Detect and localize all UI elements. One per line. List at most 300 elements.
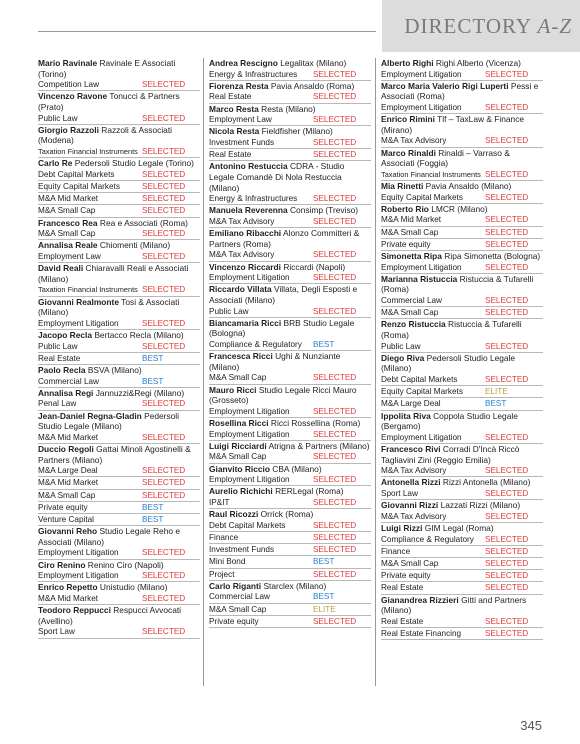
ranking-badge: SELECTED (485, 239, 529, 249)
lawyer-heading (38, 125, 200, 146)
ranking-badge: SELECTED (485, 534, 529, 544)
lawyer-entry (38, 158, 200, 217)
practice-area: Employment Litigation (38, 571, 119, 581)
ranking-badge: SELECTED (485, 466, 529, 476)
lawyer-entry (381, 353, 543, 411)
practice-row (209, 216, 371, 228)
lawyer-entry (209, 351, 371, 384)
lawyer-entry (381, 81, 543, 114)
lawyer-name: Renzo Ristuccia (381, 319, 446, 330)
lawyer-name: Antonella Rizzi (381, 477, 441, 488)
ranking-badge: SELECTED (313, 406, 357, 416)
ranking-badge: SELECTED (485, 583, 529, 593)
firm-name: Pedersoli Studio Legale (Milano) (381, 352, 516, 374)
practice-area: Compliance & Regulatory (381, 534, 474, 544)
ranking-badge: SELECTED (142, 399, 186, 409)
lawyer-entry (209, 262, 371, 285)
practice-row (381, 169, 543, 181)
directory-column-2 (209, 58, 371, 628)
firm-name: Pavia Ansaldo (Milano) (425, 180, 512, 191)
lawyer-heading (38, 526, 200, 547)
lawyer-name: Enrico Repetto (38, 582, 98, 593)
lawyer-name: Jean-Daniel Regna-Gladin (38, 410, 142, 421)
firm-name: Chiomenti (Milano) (99, 240, 171, 251)
lawyer-name: Gianandrea Rizzieri (381, 594, 459, 605)
lawyer-heading (38, 91, 200, 112)
firm-name: Fieldfisher (Milano) (261, 126, 333, 137)
practice-area: M&A Tax Advisory (381, 511, 447, 521)
lawyer-heading (381, 595, 543, 616)
practice-row (38, 490, 200, 502)
practice-area: Competition Law (38, 80, 99, 90)
lawyer-entry (38, 365, 200, 388)
practice-row (38, 353, 200, 365)
lawyer-heading (38, 365, 200, 376)
firm-name: Jannuzzi&Regi (Milano) (95, 387, 185, 398)
lawyer-name: Simonetta Ripa (381, 250, 442, 261)
lawyer-entry (381, 274, 543, 320)
ranking-badge: SELECTED (313, 532, 357, 542)
lawyer-heading (209, 262, 371, 273)
practice-row (38, 514, 200, 526)
ranking-badge: SELECTED (485, 488, 529, 498)
lawyer-heading (381, 500, 543, 511)
ranking-badge: SELECTED (142, 341, 186, 351)
firm-name: Legalitax (Milano) (280, 58, 347, 68)
practice-row (381, 69, 543, 81)
lawyer-name: Alberto Righi (381, 58, 434, 68)
practice-row (38, 228, 200, 240)
practice-area: Real Estate (381, 616, 424, 626)
practice-area: Public Law (209, 306, 249, 316)
ranking-badge: SELECTED (485, 432, 529, 442)
practice-area: Private equity (38, 502, 88, 512)
firm-name: Bertacco Recla (Milano) (94, 329, 184, 340)
lawyer-entry (38, 330, 200, 365)
practice-area: Equity Capital Markets (381, 387, 463, 397)
lawyer-heading (209, 351, 371, 372)
practice-area: M&A Mid Market (381, 215, 442, 225)
firm-name: RERLegal (Roma) (275, 486, 344, 497)
practice-area: Real Estate (209, 150, 252, 160)
firm-name: Gitti and Partners (Milano) (381, 594, 527, 616)
firm-name: Tlf – TaxLaw & Finance (Mirano) (381, 114, 525, 135)
lawyer-heading (209, 161, 371, 193)
firm-name: Ristuccia & Tufarelli (Roma) (381, 273, 534, 295)
lawyer-name: Gianvito Riccio (209, 463, 270, 474)
ranking-badge: SELECTED (142, 229, 186, 239)
lawyer-entry (209, 284, 371, 317)
ranking-badge: SELECTED (313, 545, 357, 555)
lawyer-heading (209, 318, 371, 339)
lawyer-heading (209, 126, 371, 137)
lawyer-entry (209, 418, 371, 441)
lawyer-entry (209, 126, 371, 161)
practice-area: Finance (209, 532, 239, 542)
ranking-badge: SELECTED (142, 571, 186, 581)
lawyer-heading (209, 418, 371, 429)
practice-row (38, 251, 200, 263)
lawyer-entry (381, 523, 543, 595)
ranking-badge: SELECTED (485, 341, 529, 351)
lawyer-name: Ciro Renino (38, 559, 86, 570)
ranking-badge: SELECTED (313, 216, 357, 226)
lawyer-entry (38, 58, 200, 91)
practice-row (209, 556, 371, 568)
lawyer-entry (381, 204, 543, 251)
practice-row (381, 214, 543, 226)
ranking-badge: SELECTED (313, 429, 357, 439)
practice-area: Debt Capital Markets (381, 374, 458, 384)
lawyer-name: Vincenzo Riccardi (209, 261, 281, 272)
ranking-badge: SELECTED (142, 113, 186, 123)
practice-area: Real Estate (38, 353, 81, 363)
practice-area: Employment Litigation (209, 475, 290, 485)
lawyer-heading (381, 274, 543, 295)
practice-area: Finance (381, 546, 411, 556)
lawyer-name: Biancamaria Ricci (209, 317, 282, 328)
lawyer-name: Jacopo Recla (38, 329, 92, 340)
ranking-badge: SELECTED (142, 593, 186, 603)
ranking-badge: SELECTED (142, 318, 186, 328)
lawyer-entry (381, 477, 543, 500)
lawyer-heading (381, 353, 543, 374)
title-main: DIRECTORY (404, 14, 532, 38)
lawyer-entry (38, 444, 200, 526)
practice-area: Venture Capital (38, 514, 94, 524)
ranking-badge: SELECTED (313, 373, 357, 383)
lawyer-entry (209, 161, 371, 205)
ranking-badge: SELECTED (313, 497, 357, 507)
lawyer-name: Antonino Restuccia (209, 161, 288, 172)
practice-area: Taxation Financial Instruments (381, 169, 481, 179)
practice-row (209, 272, 371, 284)
lawyer-entry (209, 205, 371, 228)
ranking-badge: SELECTED (485, 69, 529, 79)
lawyer-heading (38, 297, 200, 318)
lawyer-name: Enrico Rimini (381, 114, 435, 125)
practice-row (209, 497, 371, 509)
lawyer-name: Aurelio Richichi (209, 486, 273, 497)
lawyer-name: Francesca Ricci (209, 351, 273, 362)
lawyer-entry (38, 388, 200, 411)
ranking-badge: SELECTED (313, 137, 357, 147)
practice-area: Taxation Financial Instruments (38, 285, 138, 295)
lawyer-entry (381, 251, 543, 274)
ranking-badge: ELITE (313, 604, 336, 614)
practice-row (38, 205, 200, 217)
practice-area: Equity Capital Markets (38, 181, 120, 191)
ranking-badge: SELECTED (485, 374, 529, 384)
ranking-badge: BEST (142, 353, 164, 363)
lawyer-name: Giorgio Razzoli (38, 124, 99, 135)
practice-row (209, 604, 371, 616)
practice-area: Employment Litigation (381, 262, 462, 272)
lawyer-entry (38, 218, 200, 241)
practice-row (209, 91, 371, 103)
practice-row (38, 79, 200, 91)
practice-row (381, 102, 543, 114)
practice-row (38, 284, 200, 296)
lawyer-heading (381, 477, 543, 488)
practice-row (209, 591, 371, 603)
practice-area: Real Estate Financing (381, 628, 462, 638)
column-divider (203, 58, 204, 686)
practice-area: M&A Mid Market (38, 194, 99, 204)
practice-area: Private equity (209, 616, 259, 626)
lawyer-entry (381, 181, 543, 204)
lawyer-name: Annalisa Regi (38, 387, 94, 398)
practice-row (381, 192, 543, 204)
lawyer-entry (381, 444, 543, 477)
lawyer-heading (209, 441, 371, 452)
practice-row (209, 339, 371, 351)
practice-row (381, 488, 543, 500)
practice-area: Public Law (38, 341, 78, 351)
lawyer-entry (209, 104, 371, 127)
practice-row (38, 193, 200, 205)
firm-name: Consimp (Treviso) (290, 205, 359, 216)
practice-area: M&A Tax Advisory (381, 136, 447, 146)
lawyer-heading (381, 148, 543, 169)
ranking-badge: BEST (485, 399, 507, 409)
ranking-badge: SELECTED (313, 616, 357, 626)
firm-name: Starclex (Milano) (263, 580, 327, 591)
practice-area: M&A Small Cap (38, 229, 96, 239)
practice-area: Employment Litigation (38, 318, 119, 328)
lawyer-name: Francesco Rivi (381, 443, 441, 454)
practice-area: Compliance & Regulatory (209, 339, 302, 349)
lawyer-name: Raul Ricozzi (209, 509, 259, 520)
lawyer-name: Vincenzo Ravone (38, 91, 108, 102)
lawyer-name: Paolo Recla (38, 364, 86, 375)
practice-area: Employment Law (38, 251, 101, 261)
practice-area: M&A Tax Advisory (381, 466, 447, 476)
lawyer-heading (209, 464, 371, 475)
practice-row (209, 406, 371, 418)
lawyer-name: Emiliano Ribacchi (209, 228, 282, 239)
practice-row (381, 511, 543, 523)
practice-row (209, 474, 371, 486)
firm-name: Resta (Milano) (261, 103, 316, 114)
practice-row (381, 341, 543, 353)
practice-area: Energy & Infrastructures (209, 194, 298, 204)
ranking-badge: SELECTED (313, 452, 357, 462)
lawyer-heading (381, 181, 543, 192)
practice-area: Sport Law (381, 488, 418, 498)
practice-row (209, 616, 371, 628)
ranking-badge: SELECTED (142, 146, 186, 156)
practice-area: Equity Capital Markets (381, 192, 463, 202)
practice-area: M&A Mid Market (38, 593, 99, 603)
lawyer-heading (381, 251, 543, 262)
lawyer-heading (38, 605, 200, 626)
lawyer-entry (381, 500, 543, 523)
lawyer-heading (381, 444, 543, 465)
firm-name: Pavia Ansaldo (Roma) (270, 80, 355, 91)
ranking-badge: SELECTED (313, 306, 357, 316)
lawyer-heading (209, 58, 371, 69)
practice-area: Employment Litigation (381, 432, 462, 442)
practice-area: M&A Small Cap (209, 452, 267, 462)
ranking-badge: SELECTED (142, 285, 186, 295)
lawyer-entry (209, 581, 371, 628)
lawyer-heading (209, 486, 371, 497)
practice-area: Public Law (38, 113, 78, 123)
firm-name: Lazzati Rizzi (Milano) (440, 500, 521, 511)
ranking-badge: SELECTED (142, 80, 186, 90)
firm-name: Tonucci & Partners (Prato) (38, 91, 180, 112)
practice-area: Employment Litigation (381, 102, 462, 112)
practice-row (209, 137, 371, 149)
lawyer-name: Carlo Riganti (209, 580, 262, 591)
firm-name: Ravinale E Associati (Torino) (38, 58, 176, 79)
practice-area: Mini Bond (209, 557, 246, 567)
firm-name: Razzoli & Associati (Modena) (38, 124, 173, 146)
lawyer-entry (209, 385, 371, 418)
firm-name: Tosi & Associati (Milano) (38, 296, 180, 318)
ranking-badge: SELECTED (142, 490, 186, 500)
lawyer-heading (209, 228, 371, 249)
ranking-badge: SELECTED (485, 215, 529, 225)
practice-row (38, 465, 200, 477)
firm-name: Renino Ciro (Napoli) (87, 559, 164, 570)
practice-area: M&A Large Deal (381, 399, 441, 409)
lawyer-name: Fiorenza Resta (209, 80, 269, 91)
firm-name: Riccardi (Napoli) (283, 261, 346, 272)
lawyer-heading (381, 523, 543, 534)
practice-row (38, 626, 200, 638)
firm-name: Alonzo Committeri & Partners (Roma) (209, 228, 360, 249)
practice-row (381, 262, 543, 274)
ranking-badge: SELECTED (313, 520, 357, 530)
lawyer-name: Mauro Ricci (209, 384, 257, 395)
ranking-badge: SELECTED (485, 571, 529, 581)
lawyer-name: Giovanni Reho (38, 526, 98, 537)
ranking-badge: SELECTED (485, 192, 529, 202)
title-suffix: A-Z (537, 14, 572, 38)
ranking-badge: SELECTED (313, 92, 357, 102)
firm-name: Chiaravalli Reali e Associati (Milano) (38, 263, 189, 284)
firm-name: Studio Legale Reho e Associati (Milano) (38, 526, 180, 547)
practice-row (209, 532, 371, 544)
practice-row (38, 593, 200, 605)
lawyer-entry (209, 441, 371, 464)
lawyer-name: Giovanni Realmonte (38, 296, 119, 307)
firm-name: Ripa Simonetta (Bologna) (444, 250, 541, 261)
lawyer-heading (38, 388, 200, 399)
practice-row (38, 318, 200, 330)
practice-area: Investment Funds (209, 137, 275, 147)
practice-row (381, 295, 543, 307)
practice-row (38, 181, 200, 193)
lawyer-name: David Reali (38, 263, 84, 274)
lawyer-name: Ippolita Riva (381, 410, 431, 421)
lawyer-entry (209, 58, 371, 81)
lawyer-entry (38, 91, 200, 124)
lawyer-name: Roberto Rio (381, 203, 429, 214)
lawyer-name: Mia Rinetti (381, 180, 424, 191)
practice-area: Debt Capital Markets (38, 169, 115, 179)
lawyer-heading (209, 581, 371, 592)
practice-area: Real Estate (381, 583, 424, 593)
practice-row (381, 465, 543, 477)
ranking-badge: SELECTED (313, 569, 357, 579)
lawyer-heading (381, 319, 543, 340)
ranking-badge: SELECTED (485, 227, 529, 237)
practice-row (381, 534, 543, 546)
practice-area: Employment Litigation (38, 548, 119, 558)
page-title (390, 14, 572, 39)
firm-name: LMCR (Milano) (431, 203, 488, 214)
lawyer-heading (209, 385, 371, 406)
practice-area: M&A Small Cap (381, 308, 439, 318)
lawyer-name: Luigi Ricciardi (209, 440, 267, 451)
lawyer-entry (38, 125, 200, 158)
lawyer-heading (38, 218, 200, 229)
firm-name: Ughi & Nunziante (Milano) (209, 351, 341, 372)
lawyer-entry (38, 263, 200, 296)
lawyer-entry (381, 595, 543, 641)
lawyer-entry (381, 319, 543, 352)
practice-area: M&A Tax Advisory (209, 250, 275, 260)
lawyer-heading (381, 58, 543, 69)
directory-column-3 (381, 58, 543, 640)
practice-area: M&A Mid Market (38, 478, 99, 488)
practice-area: Commercial Law (381, 295, 442, 305)
lawyer-heading (209, 104, 371, 115)
practice-row (209, 372, 371, 384)
practice-area: M&A Small Cap (381, 227, 439, 237)
ranking-badge: SELECTED (142, 466, 186, 476)
firm-name: Rizzi Antonella (Milano) (442, 477, 531, 488)
lawyer-name: Nicola Resta (209, 126, 260, 137)
firm-name: CBA (Milano) (272, 463, 322, 474)
lawyer-entry (209, 81, 371, 104)
ranking-badge: BEST (142, 376, 164, 386)
ranking-badge: SELECTED (142, 478, 186, 488)
firm-name: Rea e Associati (Roma) (99, 217, 188, 228)
lawyer-entry (209, 228, 371, 261)
lawyer-heading (381, 81, 543, 102)
lawyer-heading (381, 204, 543, 215)
ranking-badge: BEST (142, 514, 164, 524)
ranking-badge: SELECTED (485, 169, 529, 179)
ranking-badge: SELECTED (485, 295, 529, 305)
lawyer-entry (38, 411, 200, 444)
practice-row (209, 569, 371, 581)
ranking-badge: SELECTED (485, 511, 529, 521)
practice-row (209, 114, 371, 126)
lawyer-name: Marco Resta (209, 103, 259, 114)
firm-name: Righi Alberto (Vicenza) (435, 58, 521, 68)
ranking-badge: SELECTED (313, 475, 357, 485)
lawyer-name: Francesco Rea (38, 217, 98, 228)
firm-name: Rinaldi – Varraso & Associati (Foggia) (381, 147, 510, 169)
firm-name: GIM Legal (Roma) (424, 522, 494, 533)
practice-row (209, 69, 371, 81)
practice-row (381, 239, 543, 251)
lawyer-entry (38, 297, 200, 330)
lawyer-name: Teodoro Reppucci (38, 605, 111, 616)
ranking-badge: ELITE (485, 387, 508, 397)
lawyer-heading (381, 411, 543, 432)
practice-row (38, 432, 200, 444)
practice-area: Real Estate (209, 92, 252, 102)
ranking-badge: SELECTED (142, 432, 186, 442)
lawyer-name: Diego Riva (381, 352, 425, 363)
lawyer-entry (38, 526, 200, 559)
